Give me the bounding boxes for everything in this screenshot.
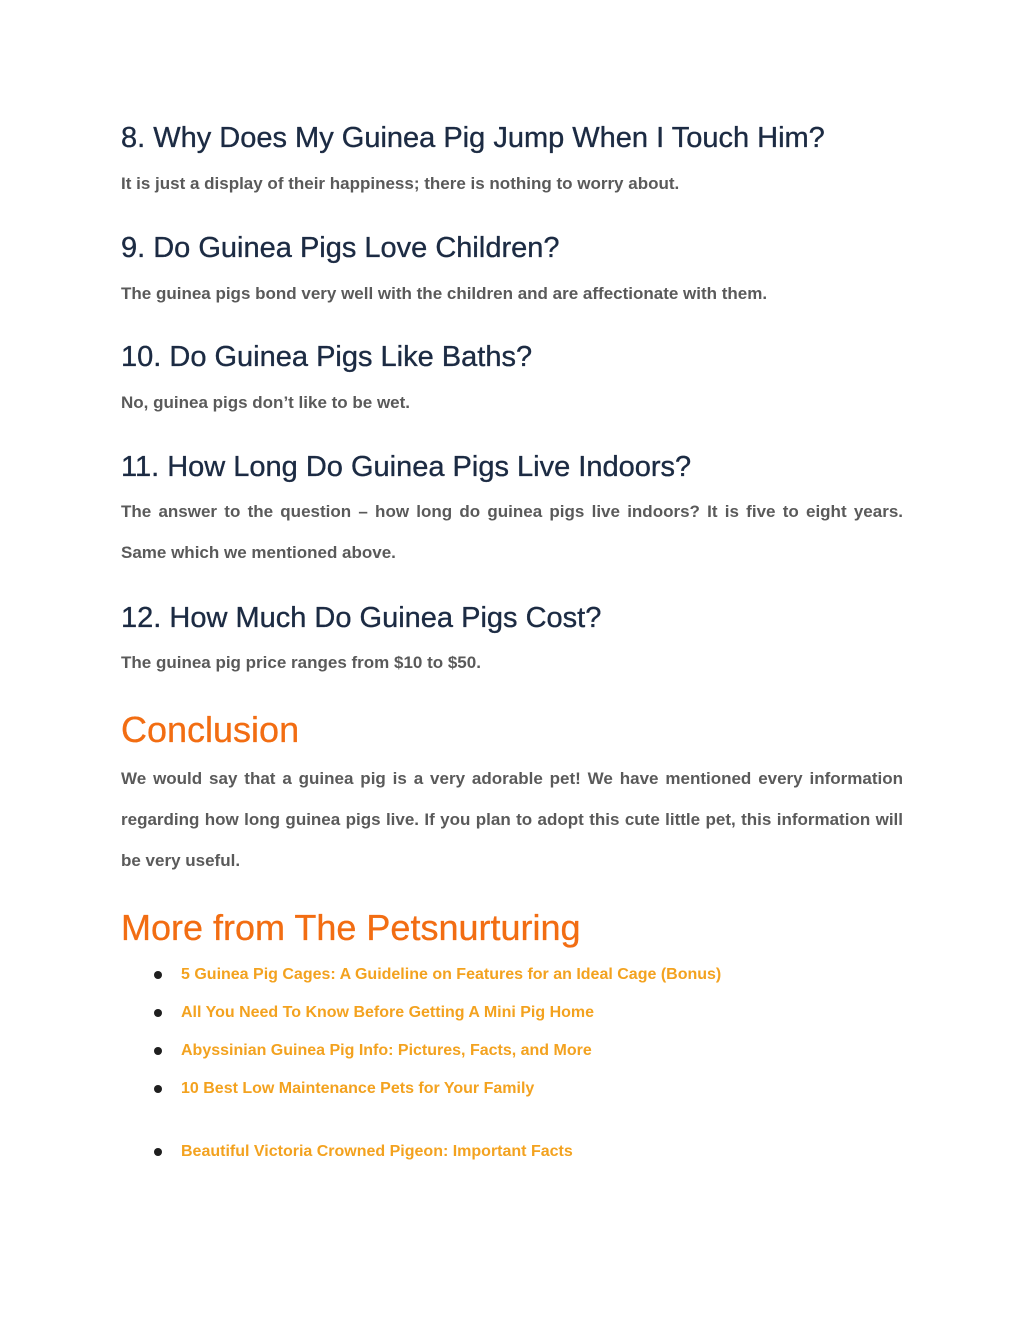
faq-answer-8: It is just a display of their happiness; there is nothing to worry about. <box>121 174 680 193</box>
related-link-guinea-pig-cages[interactable]: 5 Guinea Pig Cages: A Guideline on Features for an Ideal Cage (Bonus) <box>181 966 722 983</box>
bullet-icon <box>154 1148 162 1156</box>
faq-answer-11: The answer to the question – how long do guinea pigs live indoors? It is five to eight years. Same which we mentioned above. <box>121 502 903 562</box>
related-link-low-maintenance-pets[interactable]: 10 Best Low Maintenance Pets for Your Family <box>181 1080 535 1097</box>
faq-question-8: 8. Why Does My Guinea Pig Jump When I Touch Him? <box>121 122 825 154</box>
related-link-mini-pig[interactable]: All You Need To Know Before Getting A Mini Pig Home <box>181 1004 595 1021</box>
conclusion-text: We would say that a guinea pig is a very adorable pet! We have mentioned every information regarding how long guinea pigs live. If you plan to adopt this cute little pet, this information will be very useful. <box>121 769 903 870</box>
faq-answer-10: No, guinea pigs don’t like to be wet. <box>121 393 411 412</box>
related-link-victoria-crowned-pigeon[interactable]: Beautiful Victoria Crowned Pigeon: Important Facts <box>181 1143 573 1160</box>
conclusion-heading: Conclusion <box>121 709 300 750</box>
faq-question-9: 9. Do Guinea Pigs Love Children? <box>121 232 560 264</box>
faq-question-10: 10. Do Guinea Pigs Like Baths? <box>121 341 533 373</box>
faq-answer-12: The guinea pig price ranges from $10 to $50. <box>121 653 481 672</box>
more-from-heading: More from The Petsnurturing <box>121 907 581 948</box>
bullet-icon <box>154 1009 162 1017</box>
faq-question-12: 12. How Much Do Guinea Pigs Cost? <box>121 602 602 634</box>
faq-answer-9: The guinea pigs bond very well with the children and are affectionate with them. <box>121 284 768 303</box>
bullet-icon <box>154 971 162 979</box>
faq-question-11: 11. How Long Do Guinea Pigs Live Indoors? <box>121 451 692 483</box>
related-link-abyssinian[interactable]: Abyssinian Guinea Pig Info: Pictures, Facts, and More <box>181 1042 592 1059</box>
bullet-icon <box>154 1047 162 1055</box>
bullet-icon <box>154 1085 162 1093</box>
